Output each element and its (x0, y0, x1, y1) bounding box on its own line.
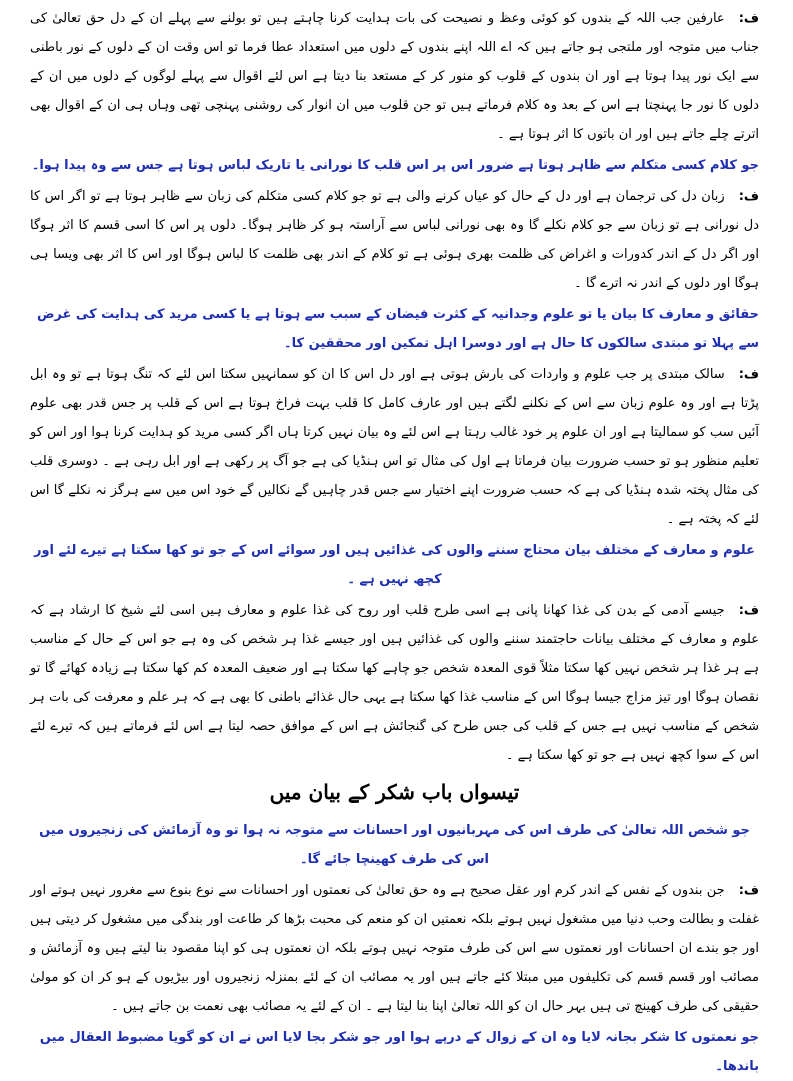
paragraph-text: عارفین جب اللہ کے بندوں کو کوئی وعظ و نصیحت کی بات ہدایت کرنا چاہتے ہیں تو بولنے سے پہلے ان کے دل حق تعالیٰ کی جناب میں متوجہ اور ملتجی ہو جاتے ہیں کہ اے اللہ اپنے بندوں کے دلوں میں استعداد عطا فرما تو اس وقت ان کے دلوں کے نور باطنی سے ایک نور پیدا ہوتا ہے اور ان بندوں کے قلوب کو منور کر کے مستعد بنا دیتا ہے اس لئے اقوال سے پہلے لوگوں کے دلوں میں ان کے دلوں کا نور جا پہنچتا ہے اس کے بعد وہ کلام فرماتے ہیں تو جن قلوب میں ان انوار کی روشنی پہنچی تھی وہاں ہی ان کے اقوال بھی اترتے چلے جاتے ہیں اور ان باتوں کا اثر ہوتا ہے ۔ (30, 11, 759, 142)
paragraph-marker: ف: (738, 11, 759, 26)
paragraph-5 (30, 876, 759, 1021)
paragraph-text: جن بندوں کے نفس کے اندر کرم اور عقل صحیح ہے وہ حق تعالیٰ کی نعمتوں اور احسانات سے نوع بنوع سے مغرور نہیں ہوتے اور غفلت و بطالت وحب دنیا میں مشغول نہیں ہوتے بلکہ نعمتیں ان کو منعم کی محبت بڑھا کر طاعت اور بندگی میں مشغول کر دیتی ہیں اور جو بندے ان احسانات اور نعمتوں سے اس کی طرف متوجہ نہیں ہوتے بلکہ ان نعمتوں ہی کو اپنا مقصود بنا لیتے ہیں وہ آزمائش و مصائب اور قسم قسم کی تکلیفوں میں مبتلا کئے جاتے ہیں اور یہ مصائب ان کے لئے بمنزلہ زنجیروں اور بیڑیوں کے ہو کر ان کو مولیٰ حقیقی کی طرف کھینچ تی ہیں بہر حال ان کو اللہ تعالیٰ اپنا بنا لیتا ہے ۔ ان کے لئے یہ مصائب بھی نعمت بن جاتے ہیں ۔ (30, 883, 759, 1014)
paragraph-marker: ف: (738, 603, 759, 618)
section-heading-1: جو کلام کسی متکلم سے ظاہر ہوتا ہے ضرور اس پر اس قلب کا نورانی یا تاریک لباس ہوتا ہے جس سے وہ پیدا ہوا۔ (31, 158, 759, 173)
paragraph-text: جیسے آدمی کے بدن کی غذا کھانا پانی ہے اسی طرح قلب اور روح کی غذا علوم و معارف ہیں اسی لئے شیخ کا ارشاد ہے کہ علوم و معارف کے مختلف بیانات حاجتمند سننے والوں کی غذائیں ہیں اور جیسے غذا ہر شخص کی وہ ہے جو اس کے حال کے مناسب ہے ہر غذا ہر شخص نہیں کھا سکتا مثلاً قوی المعدہ شخص جو چاہے کھا سکتا ہے اور ضعیف المعدہ کم کھا سکتا ہے زیادہ کھائے گا تو نقصان ہوگا اور تیز مزاج جیسا ہوگا اس کے مناسب غذا کھا سکتا ہے یہی حال غذائے باطنی کا بھی ہے کہ ہر علم و معرفت کی بات ہر شخص کے مناسب نہیں ہے جس کے قلب کی جس طرح کی گنجائش ہے اس کے موافق حصہ لیتا ہے اس لئے فرماتے ہیں کہ تیرے لئے اس کے سوا کچھ نہیں ہے جو تو کھا سکتا ہے ۔ (30, 603, 759, 763)
paragraph-marker: ف: (738, 367, 759, 382)
paragraph-marker: ف: (738, 189, 759, 204)
section-heading-5: جو نعمتوں کا شکر بجانہ لایا وہ ان کے زوال کے درپے ہوا اور جو شکر بجا لایا اس نے ان کو گویا مضبوط العقال میں باندھا۔ (39, 1030, 759, 1074)
chapter-title: تیسواں باب شکر کے بیان میں (269, 780, 520, 804)
paragraph-1 (30, 4, 759, 149)
paragraph-2 (30, 182, 759, 298)
section-heading-2: حقائق و معارف کا بیان یا تو علوم وجدانیہ کے کثرت فیضان کے سبب سے ہوتا ہے یا کسی مرید کی ہدایت کی غرض سے پہلا تو مبتدی سالکوں کا حال ہے اور دوسرا اہل تمکین اور محققین کا۔ (36, 307, 759, 351)
section-heading-3: علوم و معارف کے مختلف بیان محتاج سننے والوں کی غذائیں ہیں اور سوائے اس کے جو تو کھا سکتا ہے تیرے لئے اور کچھ نہیں ہے ۔ (33, 543, 755, 587)
paragraph-marker: ف: (738, 883, 759, 898)
paragraph-4 (30, 596, 759, 770)
section-heading-4: جو شخص اللہ تعالیٰ کی طرف اس کی مہربانیوں اور احسانات سے متوجہ نہ ہوا تو وہ آزمائش کی زنجیروں میں اس کی طرف کھینچا جائے گا۔ (39, 823, 750, 867)
paragraph-text: سالک مبتدی پر جب علوم و واردات کی بارش ہوتی ہے اور دل اس کا ان کو سمانہیں سکتا اس لئے کہ تنگ ہوتا ہے تو وہ ابل پڑتا ہے اور وہ علوم زبان سے اس کے نکلنے لگتے ہیں اور عارف کامل کا قلب بہت فراخ ہوتا ہے اس کے قلب پر جس قدر بھی علوم آئیں سب کو سمالیتا ہے اور ان علوم پر خود غالب رہتا ہے اس لئے وہ بیان نہیں کرتا ہاں اگر کسی مرید کو ہدایت کرنا ہوا اور اس کو تعلیم منظور ہو تو حسب ضرورت بیان فرماتا ہے اول کی مثال تو اس ہنڈیا کی ہے جو آگ پر رکھی ہے اور ابل رہی ہے ۔ دوسری قلب کی مثال پختہ شدہ ہنڈیا کی ہے کہ حسب ضرورت اپنے اختیار سے جس قدر چاہیں گے نکالیں گے خود اس میں سے ہرگز نہ نکلے گا اس لئے کہ پختہ ہے ۔ (30, 367, 759, 527)
paragraph-3 (30, 360, 759, 534)
paragraph-text: زبان دل کی ترجمان ہے اور دل کے حال کو عیاں کرنے والی ہے تو جو کلام کسی متکلم کی زبان سے ظاہر ہوتا ہے تو اگر اس کا دل نورانی ہے تو زبان سے جو کلام نکلے گا وہ بھی نورانی لباس سے آراستہ ہو کر ظاہر ہوگا۔ دلوں پر اس کا اسی قسم کا اثر ہوگا اور اگر دل کے اندر کدورات و اغراض کی ظلمت بھری ہوئی ہے تو کلام کے اندر بھی ظلمت کا لباس ہوگا اور اس کا اثر بھی ویسا ہی ہوگا اور دلوں کے اندر نہ اترے گا ۔ (30, 189, 759, 291)
